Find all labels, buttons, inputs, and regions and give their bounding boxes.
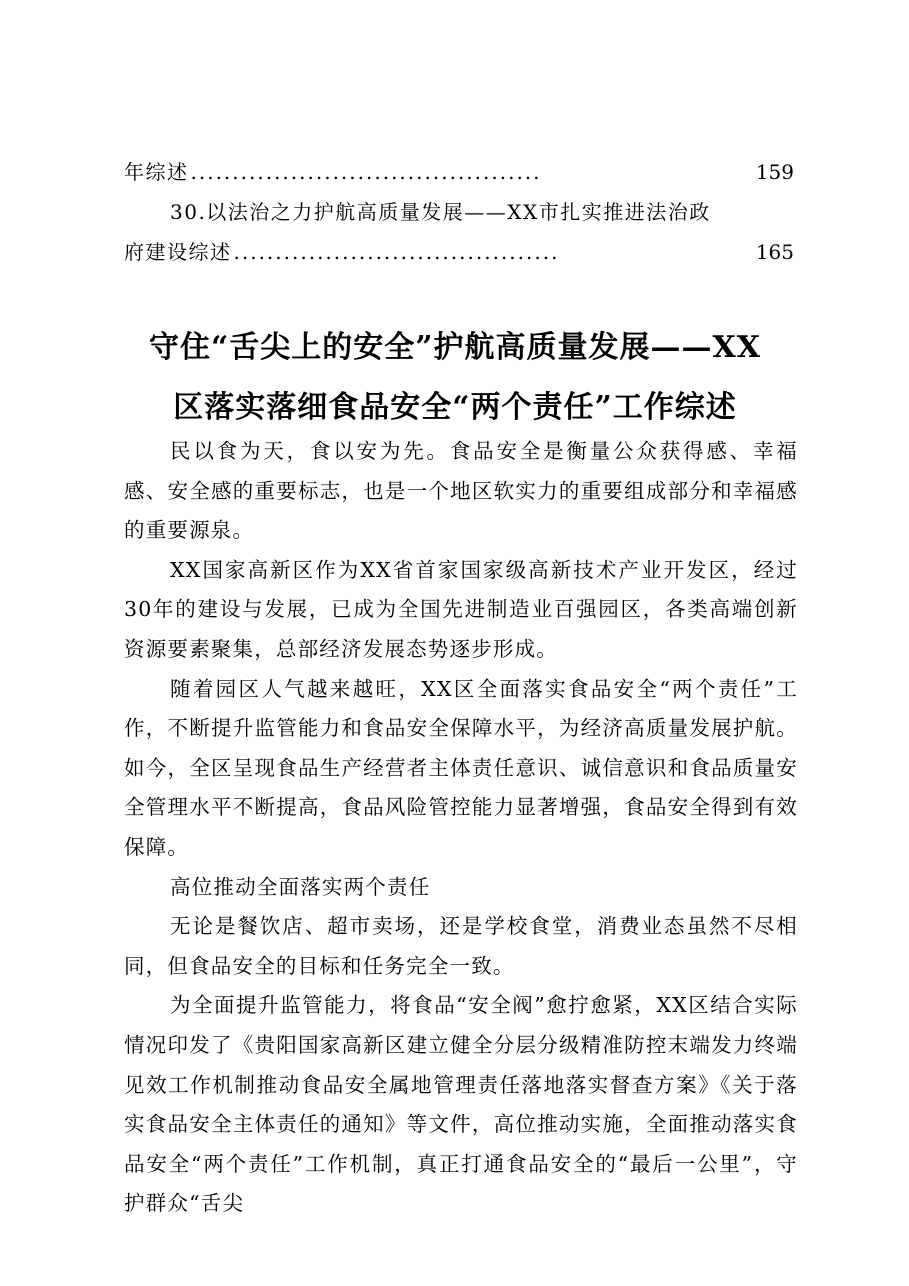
- article-title-line-2: 区落实落细食品安全“两个责任”工作综述: [173, 390, 737, 425]
- toc-leader-dots: .......................................: [233, 240, 560, 264]
- article-body: [124, 432, 798, 1224]
- paragraph-overview: 随着园区人气越来越旺，XX区全面落实食品安全“两个责任”工作，不断提升监管能力和食品安全保障水平，为经济高质量发展护航。如今，全区呈现食品生产经营者主体责任意识、诚信意识和食品质量安全管理水平不断提高，食品风险管控能力显著增强，食品安全得到有效保障。: [124, 676, 798, 859]
- toc-entry-30-line1[interactable]: 30.以法治之力护航高质量发展——XX市扎实推进法治政: [170, 200, 711, 224]
- toc-entry-text: 年综述: [124, 160, 189, 184]
- toc-page-number: 159: [755, 160, 794, 184]
- article-title: [100, 318, 810, 438]
- section-heading: 高位推动全面落实两个责任: [170, 874, 431, 899]
- paragraph-goal: 无论是餐饮店、超市卖场，还是学校食堂，消费业态虽然不尽相同，但食品安全的目标和任务完全一致。: [124, 914, 798, 978]
- toc-leader-dots: ..........................................: [190, 160, 542, 184]
- article-title-line-1: 守住“舌尖上的安全”护航高质量发展——XX: [148, 330, 762, 365]
- toc-entry-30-line2[interactable]: [124, 232, 794, 272]
- paragraph-measures: 为全面提升监管能力，将食品“安全阀”愈拧愈紧，XX区结合实际情况印发了《贵阳国家高新区建立健全分层分级精准防控末端发力终端见效工作机制推动食品安全属地管理责任落地落实督查方案》《关于落实食品安全主体责任的通知》等文件，高位推动实施，全面推动落实食品安全“两个责任”工作机制，真正打通食品安全的“最后一公里”，守护群众“舌尖: [124, 993, 798, 1216]
- table-of-contents: [124, 152, 794, 272]
- paragraph-background: XX国家高新区作为XX省首家国家级高新技术产业开发区，经过30年的建设与发展，已成为全国先进制造业百强园区，各类高端创新资源要素聚集，总部经济发展态势逐步形成。: [124, 557, 798, 661]
- toc-entry-text: 府建设综述: [124, 240, 232, 264]
- toc-entry-29-tail[interactable]: [124, 152, 794, 192]
- paragraph-intro: 民以食为天，食以安为先。食品安全是衡量公众获得感、幸福感、安全感的重要标志，也是一个地区软实力的重要组成部分和幸福感的重要源泉。: [124, 439, 798, 543]
- toc-page-number: 165: [755, 240, 794, 264]
